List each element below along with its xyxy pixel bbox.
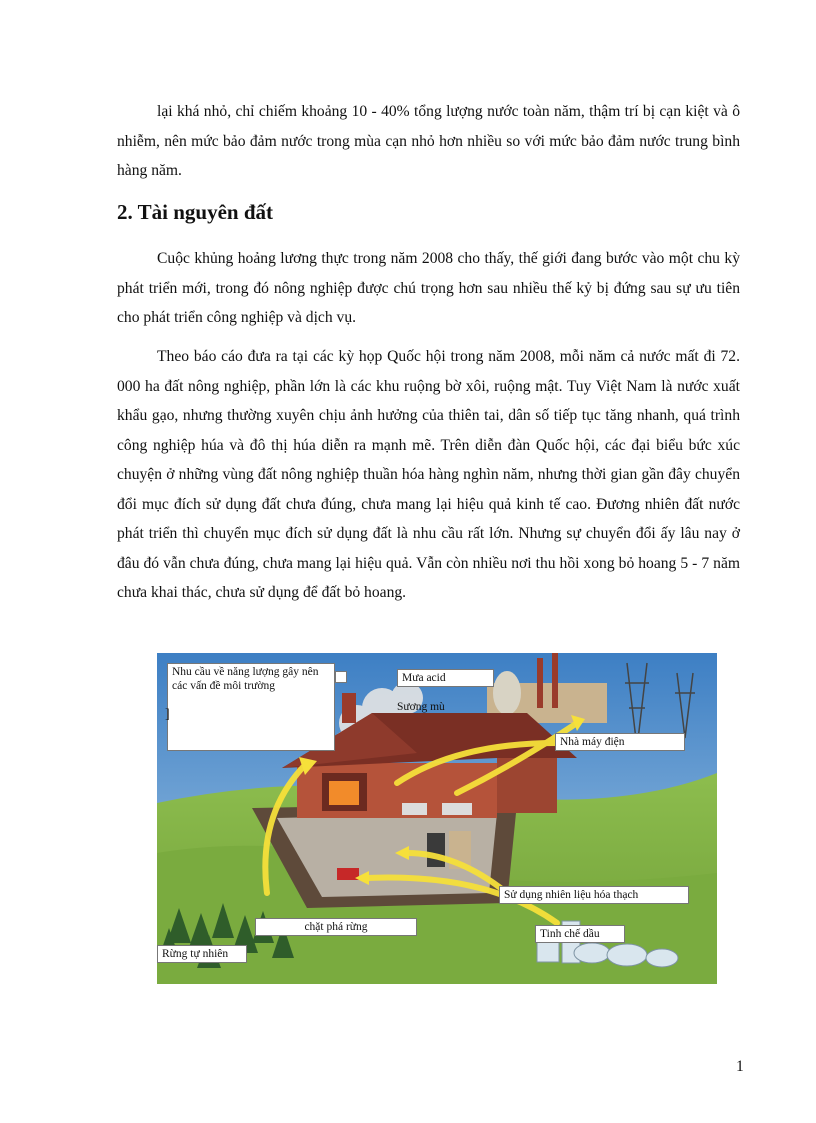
label-smog: Sương mù xyxy=(397,701,445,713)
label-acid-rain: Mưa acid xyxy=(397,669,494,687)
paragraph-top: lại khá nhỏ, chỉ chiếm khoảng 10 - 40% tổng lượng nước toàn năm, thậm trí bị cạn kiệt và ô nhiễm, nên mức bảo đảm nước trong mùa cạn nhỏ hơn nhiều so với mức bảo đảm nước trung bình hàng năm. xyxy=(117,103,740,179)
small-label-box xyxy=(335,671,347,683)
figure-title: Nhu cầu về năng lượng gây nên các vấn đề môi trường xyxy=(172,666,319,692)
label-natural-forest: Rừng tự nhiên xyxy=(157,945,247,963)
page-number: 1 xyxy=(736,1058,744,1075)
paragraph-1: Cuộc khủng hoảng lương thực trong năm 2008 cho thấy, thế giới đang bước vào một chu kỳ phát triển mới, trong đó nông nghiệp được chú trọng hơn sau nhiều thế kỷ bị đứng sau sự ưu tiên cho phát triển công nghiệp và dịch vụ. xyxy=(117,250,740,326)
label-deforestation: chặt phá rừng xyxy=(255,918,417,936)
bracket-mark: ] xyxy=(165,707,170,722)
energy-environment-illustration xyxy=(157,653,717,984)
figure-title-box xyxy=(167,663,335,751)
paragraph-2: Theo báo cáo đưa ra tại các kỳ họp Quốc hội trong năm 2008, mỗi năm cả nước mất đi 72. 000 ha đất nông nghiệp, phần lớn là các khu ruộng bờ xôi, ruộng mật. Tuy Việt Nam là nước xuất khẩu gạo, nhưng thường xuyên chịu ảnh hưởng của thiên tai, dân số tiếp tục tăng nhanh, quá trình công nghiệp húa và đô thị húa diễn ra mạnh mẽ. Trên diễn đàn Quốc hội, các đại biểu bức xúc chuyện ở những vùng đất nông nghiệp thuần hóa hàng nghìn năm, nhưng thời gian gần đây chuyển đổi mục đích sử dụng đất chưa đúng, chưa mang lại hiệu quả kinh tế cao. Đương nhiên đất nước phát triển thì chuyển mục đích sử dụng đất là nhu cầu rất lớn. Nhưng sự chuyển đổi ấy lâu nay ở đâu đó vẫn chưa đúng, chưa mang lại hiệu quả. Vẫn còn nhiều nơi thu hồi xong bỏ hoang 5 - 7 năm chưa khai thác, chưa sử dụng để đất bỏ hoang. xyxy=(117,348,740,601)
label-fossil-fuel: Sử dụng nhiên liệu hóa thạch xyxy=(499,886,689,904)
label-refinery: Tinh chế dầu xyxy=(535,925,625,943)
section-heading: 2. Tài nguyên đất xyxy=(117,200,273,224)
label-power-plant: Nhà máy điện xyxy=(555,733,685,751)
